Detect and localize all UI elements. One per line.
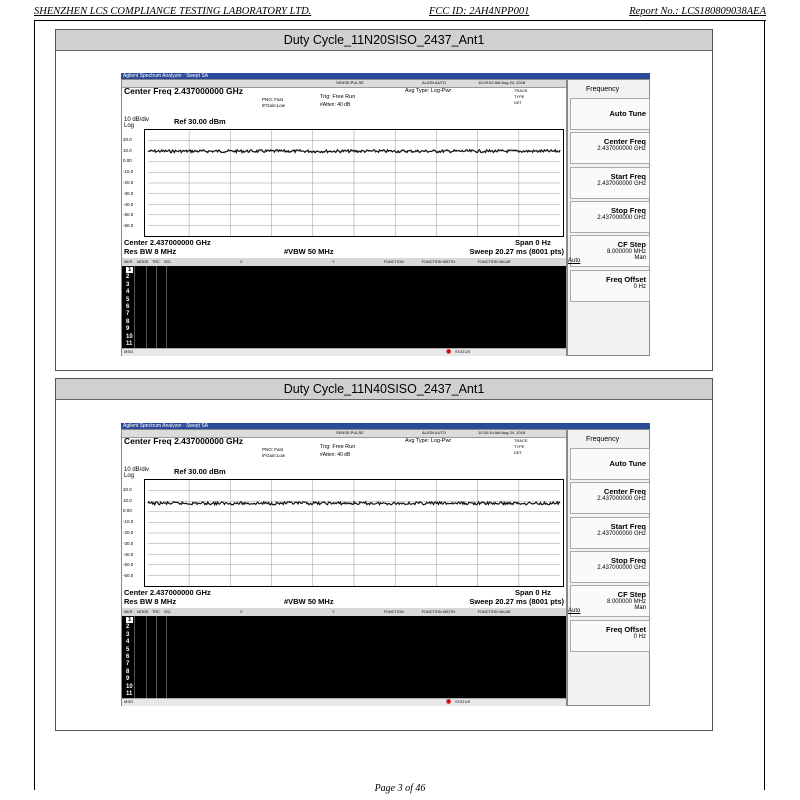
- y-tick-label: 10.0: [123, 147, 132, 153]
- marker-col-header: FUNCTION VALUE: [478, 610, 511, 614]
- det-label: DET: [514, 100, 522, 105]
- y-tick-label: -60.0: [123, 573, 134, 579]
- softkey-value: 2.437000000 GHz: [597, 496, 646, 502]
- softkey-value: 2.437000000 GHz: [597, 181, 646, 187]
- trace-label: TRACE: [514, 438, 528, 443]
- y-tick-label: -10.0: [123, 169, 134, 175]
- analyzer-title: Agilent Spectrum Analyzer - Swept SA: [123, 423, 209, 429]
- softkey-label: Freq Offset: [605, 625, 646, 634]
- y-tick-label: -30.0: [123, 540, 134, 546]
- marker-col-divider: [156, 616, 157, 698]
- softkey-auto-tune[interactable]: [570, 448, 650, 480]
- softkey-freq-offset[interactable]: [570, 620, 650, 652]
- softkey-value: 2.437000000 GHz: [597, 565, 646, 571]
- status-label: STATUS: [455, 699, 471, 704]
- y-tick-label: -50.0: [123, 562, 134, 568]
- marker-col-header: MODE: [137, 260, 149, 264]
- pno-label: PNO: Fast: [262, 447, 284, 452]
- scale-label: 10 dB/div: [124, 467, 150, 473]
- spectrum-analyzer-screenshot: [121, 73, 646, 356]
- softkey-value: 8.000000 MHz: [606, 599, 646, 605]
- y-tick-label: -10.0: [123, 519, 134, 525]
- softkey-value: 0 Hz: [633, 284, 646, 290]
- softkey-value: 2.437000000 GHz: [597, 146, 646, 152]
- marker-row-number: 6: [126, 304, 130, 310]
- lab-name: SHENZHEN LCS COMPLIANCE TESTING LABORATORY LTD.: [34, 6, 312, 17]
- marker-col-header: FUNCTION WIDTH: [422, 260, 456, 264]
- msg-label: MSG: [124, 699, 134, 704]
- menu-title: Frequency: [586, 436, 620, 443]
- vbw-label: #VBW 50 MHz: [284, 597, 334, 606]
- ref-level: Ref 30.00 dBm: [174, 467, 226, 476]
- analyzer-message-bar: [122, 348, 566, 356]
- page-header: [34, 6, 766, 21]
- center-freq-title: Center Freq 2.437000000 GHz: [124, 86, 244, 96]
- softkey-label: Center Freq: [603, 487, 646, 496]
- timestamp: 10:29:52 AM Aug 24, 2018: [478, 80, 526, 85]
- vbw-label: #VBW 50 MHz: [284, 247, 334, 256]
- marker-row-number: 5: [126, 646, 130, 653]
- softkey-label: CF Step: [617, 590, 646, 599]
- log-label: Log: [124, 123, 135, 129]
- marker-col-header: TRC: [152, 610, 160, 614]
- scale-label: 10 dB/div: [124, 117, 150, 123]
- avg-type-label: Avg Type: Log-Pwr: [405, 438, 452, 444]
- softkey-menu: [567, 429, 650, 706]
- marker-col-header: SCL: [164, 260, 172, 264]
- softkey-label: Start Freq: [610, 172, 646, 181]
- pno-label: PNO: Fast: [262, 97, 284, 102]
- spectrum-analyzer-screenshot: [121, 423, 646, 706]
- marker-col-header: Y: [332, 610, 335, 614]
- marker-col-header: X: [240, 260, 243, 264]
- status-icon: ◉: [446, 699, 452, 705]
- softkey-value: 8.000000 MHz: [606, 249, 646, 255]
- timestamp: 10:30:19 AM Aug 24, 2018: [478, 430, 526, 435]
- marker-col-divider: [146, 616, 147, 698]
- marker-row-number: 9: [126, 676, 130, 683]
- sweep-label: Sweep 20.27 ms (8001 pts): [469, 247, 564, 256]
- marker-col-divider: [134, 266, 135, 348]
- sweep-label: Sweep 20.27 ms (8001 pts): [469, 597, 564, 606]
- marker-col-header: Y: [332, 260, 335, 264]
- marker-col-header: SCL: [164, 610, 172, 614]
- marker-row-number: 6: [126, 654, 130, 660]
- marker-row-number: 9: [126, 326, 130, 333]
- align-label: ALIGN AUTO: [422, 80, 446, 85]
- softkey-auto-tune[interactable]: [570, 98, 650, 130]
- marker-row-number: 10: [126, 683, 133, 690]
- marker-row-number: 2: [126, 624, 130, 631]
- msg-label: MSG: [124, 349, 134, 354]
- report-number: Report No.: LCS180809038AEA: [629, 6, 766, 17]
- y-tick-label: -40.0: [123, 201, 134, 207]
- marker-col-divider: [166, 616, 167, 698]
- status-icon: ◉: [446, 349, 452, 355]
- softkey-stop-freq[interactable]: [570, 201, 650, 233]
- marker-row-number: 1: [128, 617, 132, 623]
- softkey-label: Stop Freq: [611, 206, 646, 215]
- softkey-label: Stop Freq: [611, 556, 646, 565]
- sense-label: SENSE:PULSE: [336, 430, 364, 435]
- softkey-cf-step[interactable]: [570, 235, 650, 267]
- trace-plot: [144, 129, 564, 237]
- y-tick-label: -50.0: [123, 212, 134, 218]
- marker-col-divider: [166, 266, 167, 348]
- marker-col-divider: [146, 266, 147, 348]
- y-tick-label: 20.0: [123, 136, 132, 142]
- softkey-menu: [567, 79, 650, 356]
- marker-col-header: TRC: [152, 260, 160, 264]
- marker-col-header: MKR: [124, 260, 133, 264]
- softkey-mode: Man: [634, 255, 646, 261]
- marker-row-number: 3: [126, 281, 130, 288]
- res-bw-label: Res BW 8 MHz: [124, 597, 177, 606]
- trace-plot: [144, 479, 564, 587]
- fcc-id: FCC ID: 2AH4NPP001: [429, 6, 530, 17]
- marker-row-number: 7: [126, 661, 130, 668]
- trace-label: TRACE: [514, 88, 528, 93]
- softkey-label: Center Freq: [603, 137, 646, 146]
- marker-col-header: MODE: [137, 610, 149, 614]
- softkey-stop-freq[interactable]: [570, 551, 650, 583]
- menu-title: Frequency: [586, 86, 620, 93]
- softkey-auto: Auto: [568, 258, 581, 264]
- span-label: Span 0 Hz: [515, 238, 551, 247]
- marker-row-number: 11: [126, 341, 133, 347]
- align-label: ALIGN AUTO: [422, 430, 446, 435]
- y-axis-ticks: [122, 479, 144, 587]
- softkey-start-freq[interactable]: [570, 167, 650, 199]
- softkey-center-freq[interactable]: [570, 482, 650, 514]
- marker-table-header: [122, 258, 566, 266]
- marker-row-number: 8: [126, 668, 130, 675]
- y-tick-label: 20.0: [123, 486, 132, 492]
- status-label: STATUS: [455, 349, 471, 354]
- softkey-value: 0 Hz: [633, 634, 646, 640]
- softkey-center-freq[interactable]: [570, 132, 650, 164]
- analyzer-message-bar: [122, 698, 566, 706]
- sense-label: SENSE:PULSE: [336, 80, 364, 85]
- softkey-freq-offset[interactable]: [570, 270, 650, 302]
- softkey-label: Start Freq: [610, 522, 646, 531]
- center-freq-title: Center Freq 2.437000000 GHz: [124, 436, 244, 446]
- type-label: TYPE: [514, 444, 525, 449]
- marker-row-number: 8: [126, 318, 130, 325]
- trig-label: Trig: Free Run: [320, 444, 356, 450]
- y-tick-label: -20.0: [123, 180, 134, 185]
- span-label: Span 0 Hz: [515, 588, 551, 597]
- analyzer-title: Agilent Spectrum Analyzer - Swept SA: [123, 73, 209, 79]
- softkey-value: 2.437000000 GHz: [597, 215, 646, 221]
- section-title: Duty Cycle_11N20SISO_2437_Ant1: [56, 30, 712, 51]
- page-footer: Page 3 of 46: [374, 783, 426, 794]
- marker-col-header: MKR: [124, 610, 133, 614]
- log-label: Log: [124, 473, 135, 479]
- marker-row-number: 4: [126, 639, 130, 646]
- marker-row-number: 7: [126, 311, 130, 318]
- center-label: Center 2.437000000 GHz: [124, 238, 211, 247]
- softkey-label: Freq Offset: [605, 275, 646, 284]
- y-tick-label: -40.0: [123, 551, 134, 557]
- marker-col-divider: [156, 266, 157, 348]
- softkey-cf-step[interactable]: [570, 585, 650, 617]
- y-axis-ticks: [122, 129, 144, 237]
- type-label: TYPE: [514, 94, 525, 99]
- ifgain-label: IFGain:Low: [262, 453, 286, 458]
- marker-col-header: FUNCTION: [384, 610, 404, 614]
- softkey-mode: Man: [634, 605, 646, 611]
- marker-col-divider: [134, 616, 135, 698]
- marker-col-header: FUNCTION: [384, 260, 404, 264]
- softkey-label: CF Step: [617, 240, 646, 249]
- marker-row-number: 10: [126, 333, 133, 340]
- trig-label: Trig: Free Run: [320, 94, 356, 100]
- marker-row-number: 3: [126, 631, 130, 638]
- res-bw-label: Res BW 8 MHz: [124, 247, 177, 256]
- marker-col-header: FUNCTION WIDTH: [422, 610, 456, 614]
- marker-row-number: 4: [126, 289, 130, 296]
- y-tick-label: -30.0: [123, 190, 134, 196]
- marker-row-number: 11: [126, 691, 133, 697]
- y-tick-label: 10.0: [123, 497, 132, 503]
- marker-col-header: FUNCTION VALUE: [478, 260, 511, 264]
- softkey-label: Auto Tune: [609, 459, 646, 468]
- y-tick-label: -20.0: [123, 530, 134, 535]
- marker-table: [122, 266, 566, 348]
- atten-label: #Atten: 40 dB: [320, 102, 351, 108]
- marker-row-number: 5: [126, 296, 130, 303]
- atten-label: #Atten: 40 dB: [320, 452, 351, 458]
- marker-table: [122, 616, 566, 698]
- det-label: DET: [514, 450, 522, 455]
- marker-table-header: [122, 608, 566, 616]
- softkey-value: 2.437000000 GHz: [597, 531, 646, 537]
- section-title: Duty Cycle_11N40SISO_2437_Ant1: [56, 379, 712, 400]
- ifgain-label: IFGain:Low: [262, 103, 286, 108]
- marker-col-header: X: [240, 610, 243, 614]
- center-label: Center 2.437000000 GHz: [124, 588, 211, 597]
- marker-row-number: 2: [126, 274, 130, 281]
- marker-row-number: 1: [128, 267, 132, 273]
- y-tick-label: 0.00: [123, 508, 132, 514]
- softkey-label: Auto Tune: [609, 109, 646, 118]
- avg-type-label: Avg Type: Log-Pwr: [405, 88, 452, 94]
- y-tick-label: 0.00: [123, 158, 132, 164]
- y-tick-label: -60.0: [123, 223, 134, 229]
- softkey-start-freq[interactable]: [570, 517, 650, 549]
- ref-level: Ref 30.00 dBm: [174, 117, 226, 126]
- softkey-auto: Auto: [568, 608, 581, 614]
